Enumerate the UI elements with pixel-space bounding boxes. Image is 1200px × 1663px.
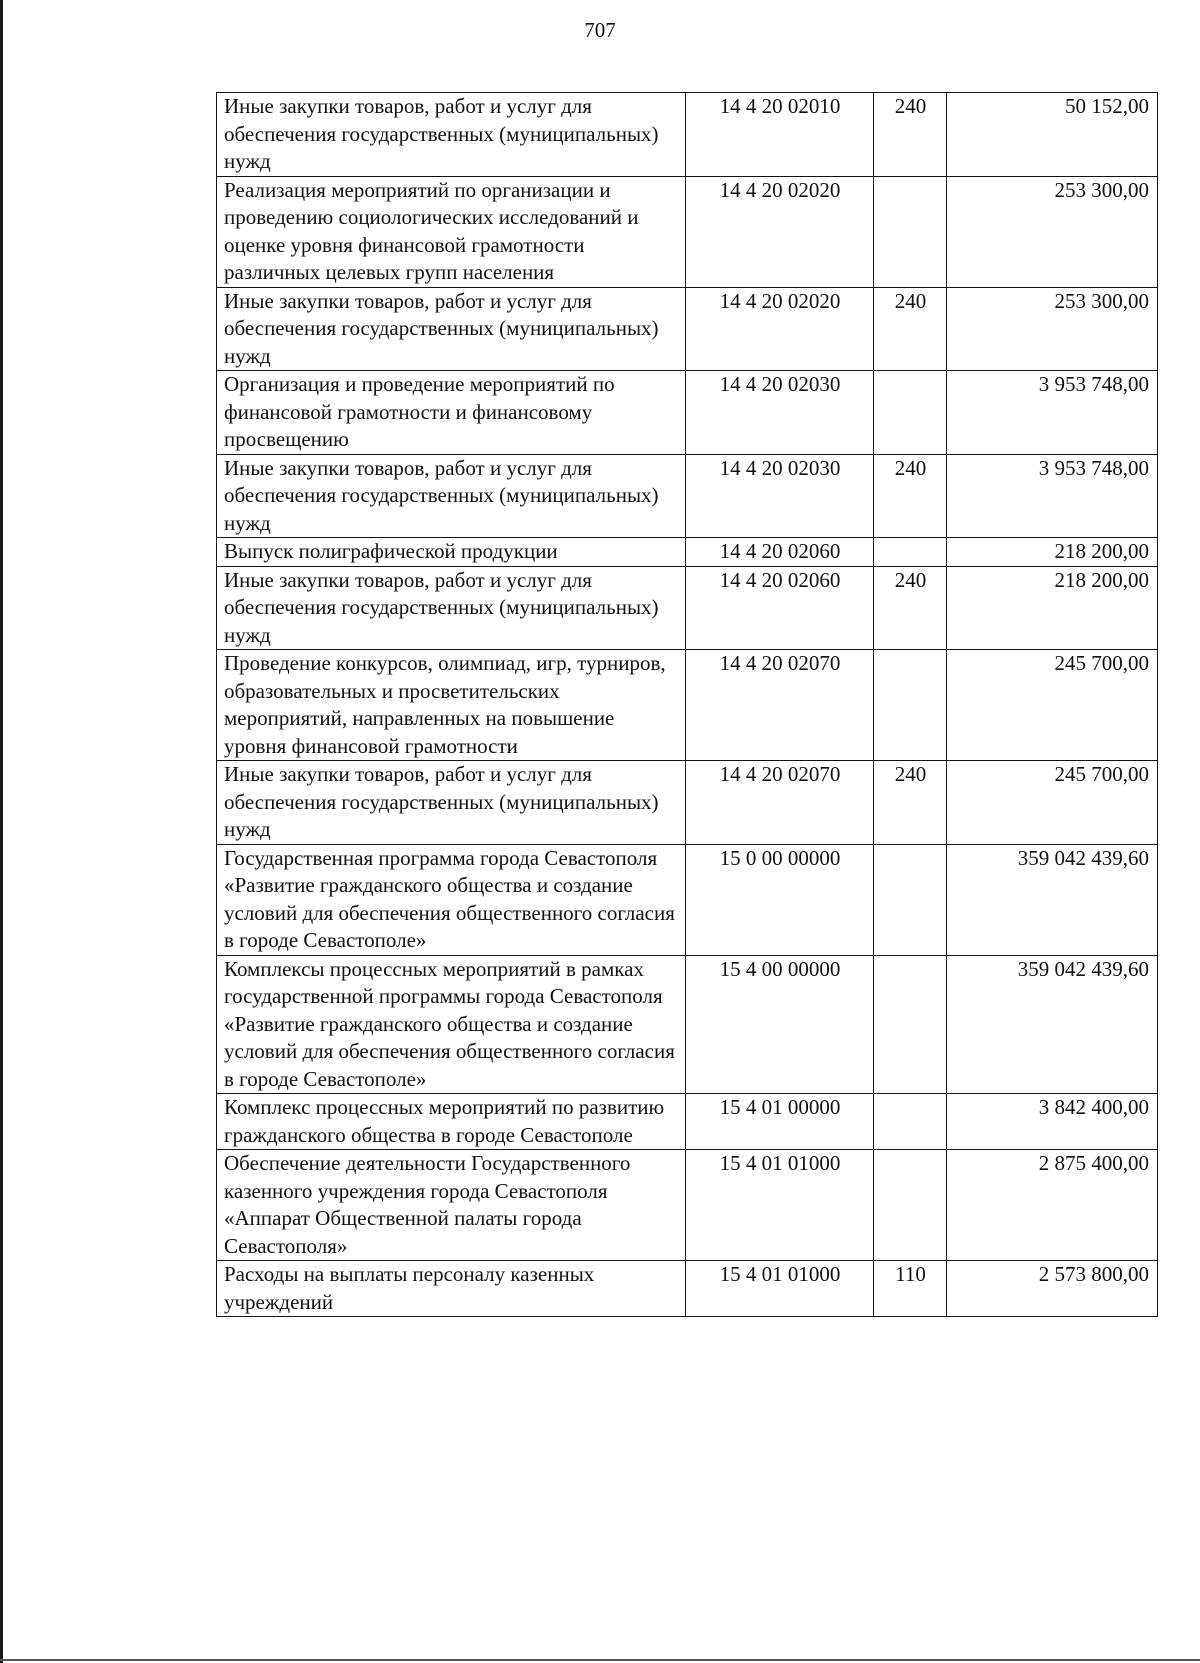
row-expense-type xyxy=(874,371,947,455)
row-amount: 253 300,00 xyxy=(947,287,1158,371)
row-expense-type xyxy=(874,955,947,1094)
row-amount: 245 700,00 xyxy=(947,650,1158,761)
row-target-code: 15 0 00 00000 xyxy=(686,844,874,955)
row-expense-type: 110 xyxy=(874,1261,947,1317)
row-amount: 245 700,00 xyxy=(947,761,1158,845)
table-row xyxy=(217,93,1158,177)
row-expense-type xyxy=(874,538,947,567)
table-row xyxy=(217,1094,1158,1150)
row-target-code: 15 4 01 00000 xyxy=(686,1094,874,1150)
budget-table-body xyxy=(217,93,1158,1317)
page-bottom-edge xyxy=(0,1659,1200,1661)
row-description: Иные закупки товаров, работ и услуг для обеспечения государственных (муниципальных) нужд xyxy=(217,761,686,845)
row-description: Иные закупки товаров, работ и услуг для обеспечения государственных (муниципальных) нужд xyxy=(217,454,686,538)
page-number: 707 xyxy=(584,18,616,42)
page-left-edge xyxy=(0,0,3,1663)
row-target-code: 14 4 20 02070 xyxy=(686,650,874,761)
table-row xyxy=(217,650,1158,761)
row-target-code: 15 4 01 01000 xyxy=(686,1261,874,1317)
row-target-code: 14 4 20 02020 xyxy=(686,176,874,287)
row-amount: 359 042 439,60 xyxy=(947,955,1158,1094)
row-description: Иные закупки товаров, работ и услуг для обеспечения государственных (муниципальных) нужд xyxy=(217,566,686,650)
table-row xyxy=(217,287,1158,371)
row-expense-type: 240 xyxy=(874,454,947,538)
table-row xyxy=(217,761,1158,845)
row-amount: 50 152,00 xyxy=(947,93,1158,177)
row-description: Комплекс процессных мероприятий по развитию гражданского общества в городе Севастополе xyxy=(217,1094,686,1150)
row-amount: 218 200,00 xyxy=(947,566,1158,650)
table-row xyxy=(217,566,1158,650)
row-amount: 3 953 748,00 xyxy=(947,454,1158,538)
row-description: Расходы на выплаты персоналу казенных учреждений xyxy=(217,1261,686,1317)
row-description: Иные закупки товаров, работ и услуг для обеспечения государственных (муниципальных) нужд xyxy=(217,93,686,177)
row-amount: 3 953 748,00 xyxy=(947,371,1158,455)
row-expense-type xyxy=(874,1150,947,1261)
row-amount: 2 573 800,00 xyxy=(947,1261,1158,1317)
row-description: Государственная программа города Севастополя «Развитие гражданского общества и создание условий для обеспечения общественного согласия в городе Севастополе» xyxy=(217,844,686,955)
row-description: Выпуск полиграфической продукции xyxy=(217,538,686,567)
table-row xyxy=(217,844,1158,955)
row-amount: 218 200,00 xyxy=(947,538,1158,567)
row-expense-type xyxy=(874,1094,947,1150)
table-row xyxy=(217,176,1158,287)
row-description: Обеспечение деятельности Государственного казенного учреждения города Севастополя «Аппарат Общественной палаты города Севастополя» xyxy=(217,1150,686,1261)
row-amount: 2 875 400,00 xyxy=(947,1150,1158,1261)
row-description: Иные закупки товаров, работ и услуг для обеспечения государственных (муниципальных) нужд xyxy=(217,287,686,371)
row-expense-type: 240 xyxy=(874,761,947,845)
row-description: Комплексы процессных мероприятий в рамках государственной программы города Севастополя «Развитие гражданского общества и создание условий для обеспечения общественного согласия в городе Севастополе» xyxy=(217,955,686,1094)
row-target-code: 15 4 00 00000 xyxy=(686,955,874,1094)
table-row xyxy=(217,1150,1158,1261)
table-row xyxy=(217,371,1158,455)
row-target-code: 14 4 20 02060 xyxy=(686,538,874,567)
row-description: Реализация мероприятий по организации и проведению социологических исследований и оценке уровня финансовой грамотности различных целевых групп населения xyxy=(217,176,686,287)
row-expense-type xyxy=(874,176,947,287)
row-expense-type: 240 xyxy=(874,566,947,650)
row-amount: 359 042 439,60 xyxy=(947,844,1158,955)
row-target-code: 14 4 20 02030 xyxy=(686,371,874,455)
row-target-code: 14 4 20 02020 xyxy=(686,287,874,371)
row-target-code: 14 4 20 02060 xyxy=(686,566,874,650)
row-expense-type xyxy=(874,650,947,761)
row-target-code: 15 4 01 01000 xyxy=(686,1150,874,1261)
row-description: Проведение конкурсов, олимпиад, игр, турниров, образовательных и просветительских мероприятий, направленных на повышение уровня финансовой грамотности xyxy=(217,650,686,761)
row-amount: 3 842 400,00 xyxy=(947,1094,1158,1150)
table-row xyxy=(217,454,1158,538)
table-row xyxy=(217,538,1158,567)
row-target-code: 14 4 20 02010 xyxy=(686,93,874,177)
row-amount: 253 300,00 xyxy=(947,176,1158,287)
row-expense-type: 240 xyxy=(874,287,947,371)
row-description: Организация и проведение мероприятий по финансовой грамотности и финансовому просвещению xyxy=(217,371,686,455)
budget-table xyxy=(216,92,1158,1317)
row-target-code: 14 4 20 02030 xyxy=(686,454,874,538)
row-expense-type xyxy=(874,844,947,955)
table-row xyxy=(217,955,1158,1094)
table-row xyxy=(217,1261,1158,1317)
row-target-code: 14 4 20 02070 xyxy=(686,761,874,845)
row-expense-type: 240 xyxy=(874,93,947,177)
